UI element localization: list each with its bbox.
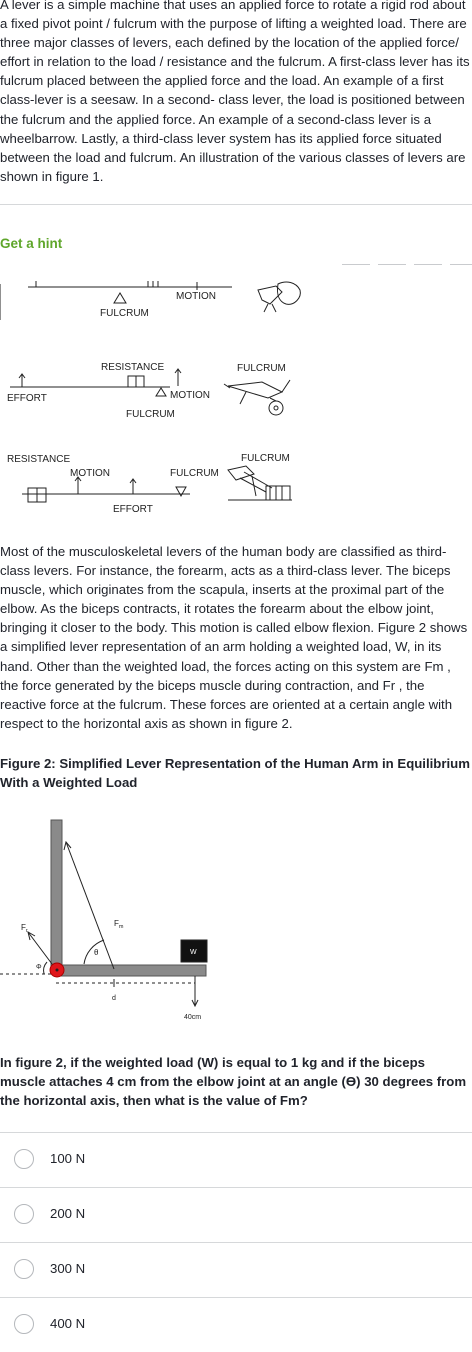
third-class-lever [7, 453, 292, 515]
first-class-lever [0, 281, 300, 320]
forearm-bar [58, 965, 206, 976]
svg-text:Fr [21, 923, 28, 934]
phi-angle-arc [44, 962, 47, 974]
answer-choice-3[interactable] [0, 1242, 472, 1297]
arm-lever-illustration-icon [228, 466, 292, 500]
figure-2-arm-lever-diagram [0, 812, 230, 1022]
arm-fulcrum-label: FULCRUM [241, 453, 290, 464]
get-a-hint-link[interactable]: Get a hint [0, 236, 63, 251]
figure-1-lever-classes [0, 270, 472, 520]
figure-2-caption: Figure 2: Simplified Lever Representation of the Human Arm in Equilibrium With a Weighted Load [0, 756, 470, 790]
theta-label: θ [94, 948, 99, 957]
answer-choice-4[interactable] [0, 1297, 472, 1352]
radio-button[interactable] [14, 1314, 34, 1334]
fr-label: F [21, 923, 26, 932]
resistance-label: RESISTANCE [7, 454, 71, 465]
fulcrum-label: FULCRUM [126, 409, 175, 420]
fulcrum-triangle [176, 487, 186, 496]
resistance-label: RESISTANCE [101, 362, 165, 373]
radio-button[interactable] [14, 1149, 34, 1169]
fulcrum-label: FULCRUM [100, 308, 149, 319]
answer-choice-label: 100 N [50, 1151, 86, 1166]
effort-label: EFFORT [7, 393, 47, 404]
svg-text:Fm [114, 919, 124, 930]
body-paragraph: Most of the musculoskeletal levers of the human body are classified as third-class levers. For instance, the forearm, acts as a third-class lever. The biceps muscle, which originates from the scapula, inserts at the proximal part of the elbow. As the biceps contracts, it rotates the forearm about the elbow joint, bringing it closer to the body. This motion is called elbow flexion. Figure 2 shows a simplified lever representation of an arm holding a weighted load, W, in its hand. Other than the weighted load, the forces acting on this system are Fm , the force generated by the biceps muscle during contraction, and Fr , the reactive force at the fulcrum. These forces are oriented at a certain angle with respect to the horizontal axis as shown in figure 2. [0, 544, 468, 731]
intro-paragraph: A lever is a simple machine that uses an applied force to rotate a rigid rod about a fixed pivot point / fulcrum with the purpose of lifting a weighted load. There are three major classes of levers, each defined by the location of the applied force/ effort in relation to the load / resistance and the fulcrum. A first-class lever has its fulcrum placed between the applied force and the load. An example of a first class-lever is a seesaw. In a second- class lever, the load is positioned between the fulcrum and the applied force. An example of a second-class lever is a wheelbarrow. Lastly, a third-class lever system has its applied force situated between the load and fulcrum. An illustration of the various classes of levers are shown in figure 1. [0, 0, 470, 184]
motion-label: MOTION [176, 291, 216, 302]
radio-button[interactable] [14, 1259, 34, 1279]
wheelbarrow-illustration-icon [224, 380, 290, 415]
fulcrum-triangle [114, 293, 126, 303]
motion-label: MOTION [170, 390, 210, 401]
motion-label: MOTION [70, 468, 110, 479]
upper-arm-bar [51, 820, 62, 970]
answer-choice-label: 300 N [50, 1261, 86, 1276]
answer-choice-1[interactable] [0, 1132, 472, 1187]
phi-label: Φ [36, 964, 42, 971]
fm-subscript: m [118, 924, 124, 930]
weight-label: W [190, 949, 197, 956]
section-divider [0, 204, 472, 205]
seesaw-illustration-icon [258, 282, 300, 312]
answer-choice-label: 200 N [50, 1206, 86, 1221]
second-class-lever [7, 362, 290, 420]
fulcrum-triangle [156, 388, 166, 396]
radio-button[interactable] [14, 1204, 34, 1224]
d-label: d [112, 995, 116, 1002]
length-label: 40cm [184, 1014, 202, 1021]
effort-label: EFFORT [113, 504, 153, 515]
question-text: In figure 2, if the weighted load (W) is equal to 1 kg and if the biceps muscle attaches 4 cm from the elbow joint at an angle (ϴ) 30 degrees from the horizontal axis, then what is the value of Fm? [0, 1055, 467, 1109]
hint-progress-dashes [340, 264, 472, 266]
answer-choice-label: 400 N [50, 1316, 86, 1331]
fr-subscript: r [25, 928, 28, 934]
fulcrum-label: FULCRUM [170, 468, 219, 479]
answer-choice-2[interactable] [0, 1187, 472, 1242]
wheelbarrow-fulcrum-label: FULCRUM [237, 363, 286, 374]
fm-label: F [114, 919, 119, 928]
